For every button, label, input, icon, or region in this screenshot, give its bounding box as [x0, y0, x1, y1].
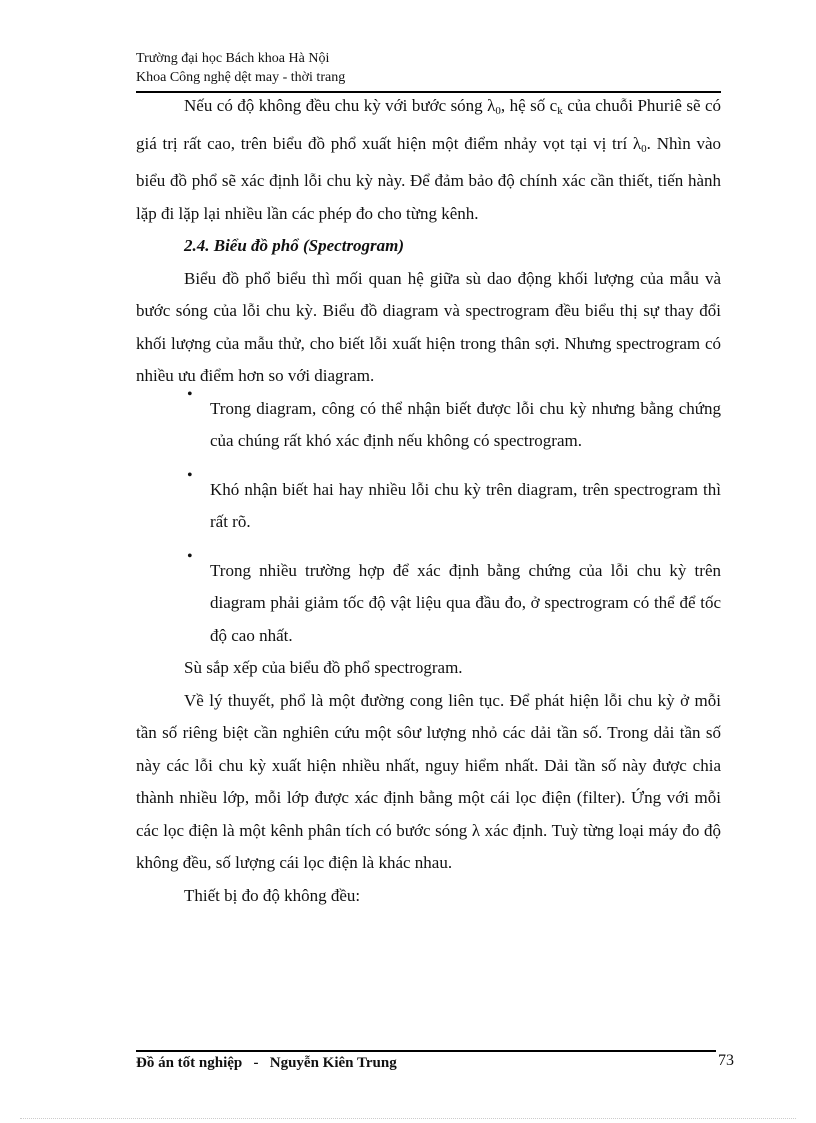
header-university: Trường đại học Bách khoa Hà Nội — [136, 51, 330, 66]
list-item: • Khó nhận biết hai hay nhiều lỗi chu kỳ trên diagram, trên spectrogram thì rất rõ. — [136, 474, 721, 539]
list-item: • Trong nhiều trường hợp để xác định bằng chứng của lỗi chu kỳ trên diagram phải giảm tốc độ vật liệu qua đầu đo, ở spectrogram có thể để tốc độ cao nhất. — [136, 555, 721, 653]
paragraph-spectrogram-intro: Biểu đồ phổ biểu thì mối quan hệ giữa sù dao động khối lượng của mẫu và bước sóng của lỗi chu kỳ. Biểu đồ diagram và spectrogram đều biểu thị sự thay đổi khối lượng của mẫu thử, cho biết lỗi xuất hiện trong thân sợi. Nhưng spectrogram có nhiều ưu điểm hơn so với diagram. — [136, 268, 721, 385]
paragraph-periodic-defect: Nếu có độ không đều chu kỳ với bước sóng $\lambda_0$, hệ số $c_k$ của chuỗi Phuriê sẽ có giá trị rất cao, trên biểu đồ phổ xuất hiện một điểm nhảy vọt tại vị trí $\lambda_0$. Nhìn vào biểu đồ phổ sẽ xác định lỗi chu kỳ này. Để đảm bảo độ chính xác cần thiết, tiến hành lặp đi lặp lại nhiều lần các phép đo cho từng kênh. — [136, 96, 721, 223]
bullet-icon: • — [187, 547, 193, 565]
section-heading: 2.4. Biểu đồ phổ (Spectrogram) — [184, 236, 405, 255]
paragraph-theory: Về lý thuyết, phổ là một đường cong liên tục. Để phát hiện lỗi chu kỳ ở mỗi tần số riêng biệt cần nghiên cứu một sôư lượng nhỏ các dải tần số. Trong dải tần số này các lỗi chu kỳ xuất hiện nhiều nhất, nguy hiểm nhất. Dải tần số này được chia thành nhiều lớp, mỗi lớp được xác định bằng một cái lọc điện (filter). Ứng với mỗi các lọc điện là một kênh phân tích có bước sóng λ xác định. Tuỳ từng loại máy đo độ không đều, số lượng cái lọc điện là khác nhau. — [136, 690, 721, 872]
page-body — [136, 90, 721, 912]
page-bottom-edge — [20, 1118, 796, 1119]
footer-author: Đồ án tốt nghiệp - Nguyễn Kiên Trung — [136, 1055, 397, 1071]
bullet-icon: • — [187, 466, 193, 484]
paragraph-device: Thiết bị đo độ không đều: — [184, 885, 361, 905]
page-number: 73 — [718, 1052, 734, 1069]
header-faculty: Khoa Công nghệ dệt may - thời trang — [136, 70, 346, 85]
footer-divider — [136, 1050, 716, 1052]
paragraph-arrangement: Sù sắp xếp của biểu đồ phổ spectrogram. — [184, 658, 463, 677]
page-header — [136, 49, 721, 87]
advantages-list — [136, 385, 721, 653]
list-item: • Trong diagram, công có thể nhận biết được lỗi chu kỳ nhưng bằng chứng của chúng rất khó xác định nếu không có spectrogram. — [136, 393, 721, 458]
bullet-icon: • — [187, 385, 193, 403]
page-footer — [136, 1055, 736, 1072]
